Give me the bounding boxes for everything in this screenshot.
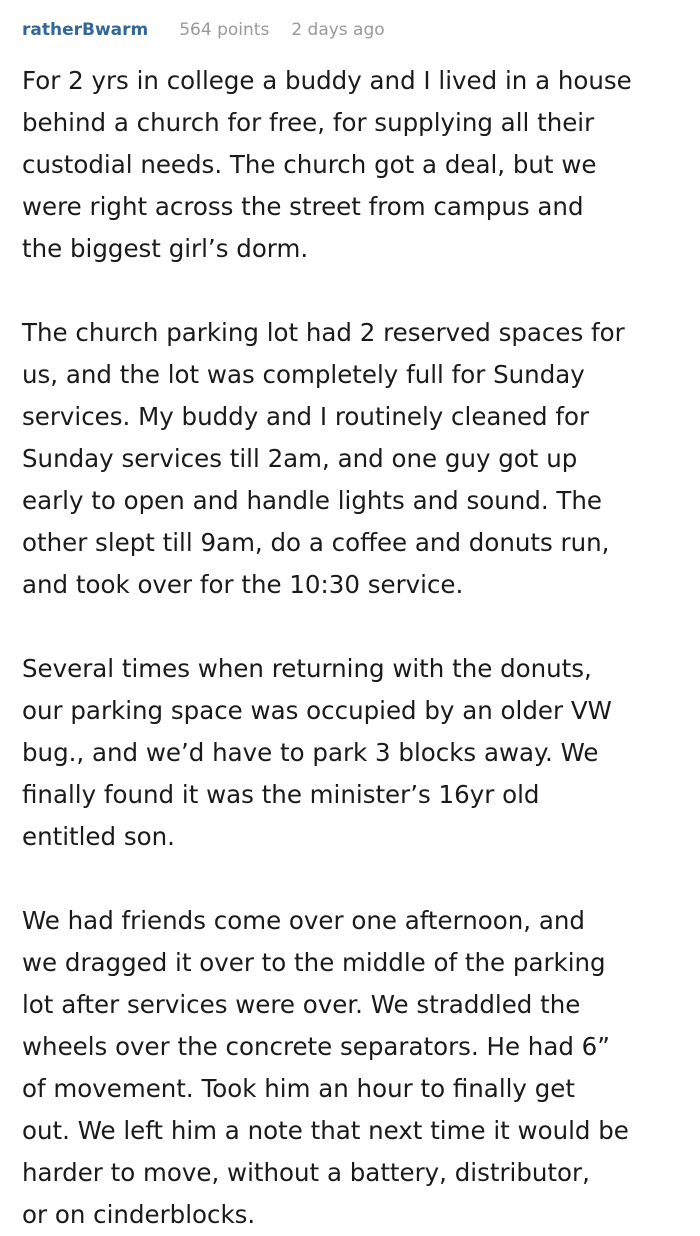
comment-paragraph: For 2 yrs in college a buddy and I lived in a house behind a church for free, for supplying all their custodial needs. The church got a deal, but we were right across the street from campus and the biggest girl’s dorm. <box>22 66 632 263</box>
comment-paragraph: We had friends come over one afternoon, and we dragged it over to the middle of the parking lot after services were over. We straddled the wheels over the concrete separators. He had 6” of movement. Took him an hour to finally get out. We left him a note that next time it would be harder to move, without a battery, distributor, or on cinderblocks. <box>22 906 629 1229</box>
timestamp: 2 days ago <box>291 20 385 40</box>
username-link[interactable]: ratherBwarm <box>22 20 149 40</box>
comment-paragraph: Several times when returning with the donuts, our parking space was occupied by an older VW bug., and we’d have to park 3 blocks away. We finally found it was the minister’s 16yr old entitled son. <box>22 654 612 851</box>
comment-paragraph: The church parking lot had 2 reserved spaces for us, and the lot was completely full for Sunday services. My buddy and I routinely cleaned for Sunday services till 2am, and one guy got up early to open and handle lights and sound. The other slept till 9am, do a coffee and donuts run, and took over for the 10:30 service. <box>22 318 625 599</box>
points-count: 564 points <box>179 20 270 40</box>
comment-meta <box>22 0 692 60</box>
comment-body <box>22 60 692 1236</box>
comment <box>22 0 692 1236</box>
